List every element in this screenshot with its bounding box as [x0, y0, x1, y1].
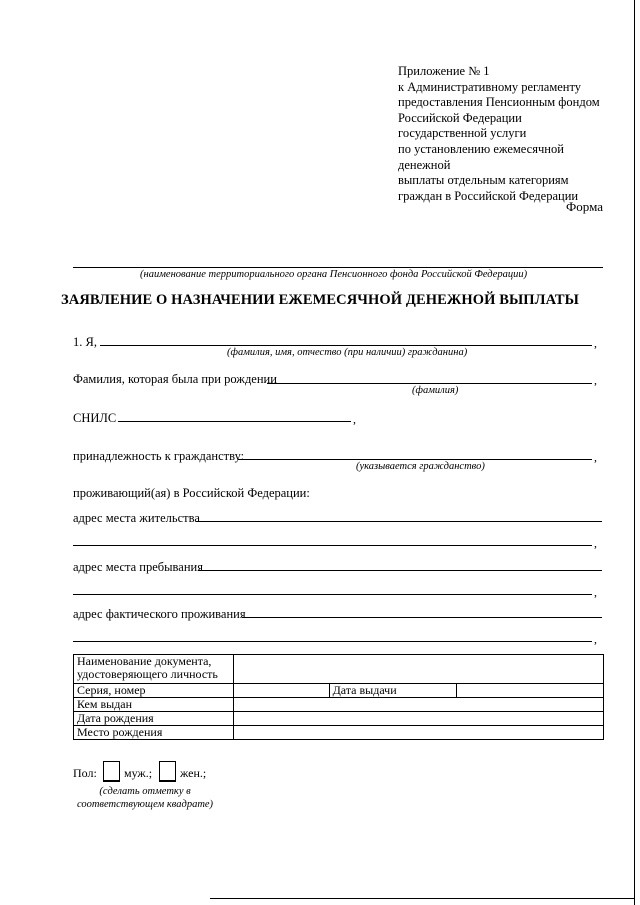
comma: , [594, 450, 597, 464]
stay-address-line-2[interactable] [73, 594, 592, 595]
appendix-line: денежной [398, 157, 451, 172]
residence-address-line-2[interactable] [73, 545, 592, 546]
document-title: ЗАЯВЛЕНИЕ О НАЗНАЧЕНИИ ЕЖЕМЕСЯЧНОЙ ДЕНЕЖНОЙ ВЫПЛАТЫ [61, 292, 579, 308]
appendix-line: Российской Федерации [398, 110, 522, 125]
birth-date-label: Дата рождения [74, 712, 234, 726]
comma: , [594, 632, 597, 646]
residence-address-line[interactable] [196, 521, 602, 522]
full-name-caption: (фамилия, имя, отчество (при наличии) гражданина) [227, 347, 468, 358]
table-row [74, 712, 604, 726]
issue-date-value-cell[interactable] [457, 684, 604, 698]
birth-surname-label: Фамилия, которая была при рождении [73, 372, 277, 386]
appendix-line: по установлению ежемесячной [398, 141, 564, 156]
citizenship-label: принадлежность к гражданству: [73, 449, 245, 463]
table-row [74, 726, 604, 740]
form-label: Форма [566, 199, 603, 214]
appendix-line: к Административному регламенту [398, 79, 582, 94]
residing-label: проживающий(ая) в Российской Федерации: [73, 486, 310, 500]
appendix-line: граждан в Российской Федерации [398, 188, 579, 203]
actual-address-line[interactable] [242, 617, 602, 618]
identity-document-table [73, 654, 604, 740]
female-label: жен.; [180, 766, 207, 780]
birth-surname-line[interactable] [267, 383, 592, 384]
appendix-line: Приложение № 1 [398, 64, 490, 78]
issued-by-label: Кем выдан [74, 698, 234, 712]
female-checkbox[interactable] [159, 761, 176, 782]
comma: , [594, 536, 597, 550]
sex-hint: (сделать отметку в соответствующем квадрате) [76, 786, 214, 810]
birth-place-label: Место рождения [74, 726, 234, 740]
snils-line[interactable] [118, 421, 351, 422]
actual-address-label: адрес фактического проживания [73, 607, 246, 621]
full-name-line[interactable] [100, 345, 592, 346]
page-edge-right [634, 0, 635, 905]
page-edge-bottom [210, 898, 635, 899]
actual-address-line-2[interactable] [73, 641, 592, 642]
comma: , [594, 585, 597, 599]
stay-address-label: адрес места пребывания [73, 560, 203, 574]
table-row [74, 698, 604, 712]
issue-date-label: Дата выдачи [329, 684, 457, 698]
appendix-line: государственной услуги [398, 126, 527, 141]
male-checkbox[interactable] [103, 761, 120, 782]
doc-name-label: Наименование документа, удостоверяющего личность [74, 655, 234, 684]
citizenship-line[interactable] [238, 459, 592, 460]
table-row [74, 655, 604, 684]
sex-label: Пол: [73, 766, 97, 780]
series-number-label: Серия, номер [74, 684, 234, 698]
table-row [74, 684, 604, 698]
appendix-line: выплаты отдельным категориям [398, 173, 569, 188]
i-label: 1. Я, [73, 335, 97, 349]
male-label: муж.; [124, 766, 153, 780]
stay-address-line[interactable] [198, 570, 602, 571]
comma: , [594, 373, 597, 387]
birth-surname-caption: (фамилия) [412, 385, 459, 396]
series-number-value-cell[interactable] [233, 684, 329, 698]
birth-date-value-cell[interactable] [233, 712, 603, 726]
doc-name-value-cell[interactable] [233, 655, 603, 684]
organ-name-caption: (наименование территориального органа Пенсионного фонда Российской Федерации) [140, 269, 528, 280]
appendix-block [398, 64, 600, 204]
residence-address-label: адрес места жительства [73, 511, 200, 525]
citizenship-caption: (указывается гражданство) [356, 461, 485, 472]
appendix-line: предоставления Пенсионным фондом [398, 95, 600, 110]
comma: , [353, 412, 356, 426]
snils-label: СНИЛС [73, 411, 117, 425]
comma: , [594, 336, 597, 350]
organ-name-line[interactable] [73, 267, 603, 268]
birth-place-value-cell[interactable] [233, 726, 603, 740]
issued-by-value-cell[interactable] [233, 698, 603, 712]
